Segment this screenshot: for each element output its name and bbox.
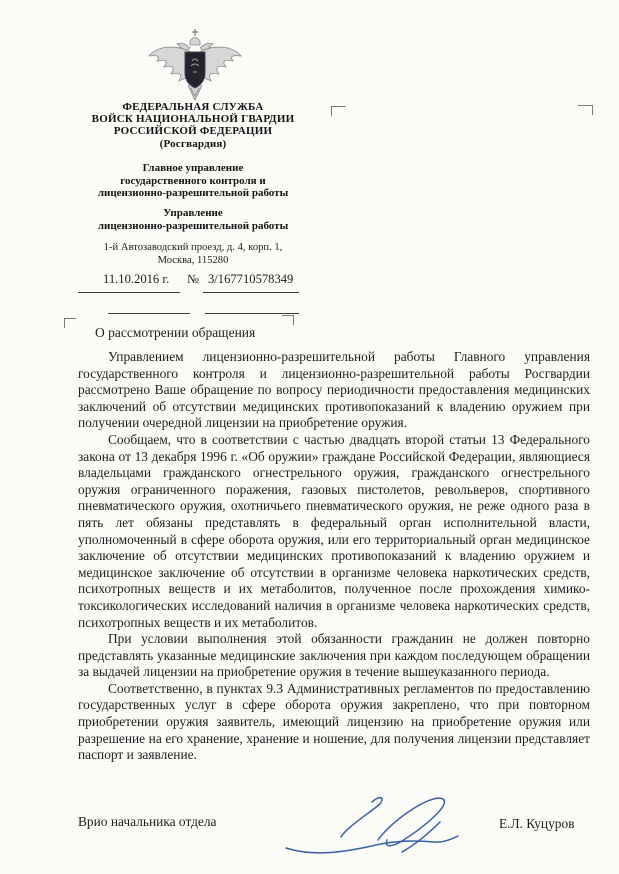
subject-zone-corner-left (64, 318, 76, 328)
body-paragraph: Управлением лицензионно-разрешительной работы Главного управления государственного контроля и лицензионно-разрешительной работы Росгвардии рассмотрено Ваше обращение по вопросу периодичности предоставления медицинских заключений об отсутствии медицинских противопоказаний к владению оружием при получении очередной лицензии на приобретение оружия. (78, 349, 590, 431)
subdepartment-name (60, 207, 326, 232)
signer-position-title: Врио начальника отдела (78, 814, 217, 829)
department-line: государственного контроля и (120, 174, 266, 187)
subdepartment-line: лицензионно-разрешительной работы (97, 219, 289, 232)
department-name (60, 162, 326, 200)
reference-date-line (108, 313, 190, 314)
body-paragraph: Соответственно, в пунктах 9.3 Административных регламентов по предоставлению государственных услуг в сфере оборота оружия закреплено, что при повторном приобретении оружия заявитель, имеющий лицензию на приобретение оружия или разрешение на его хранение, хранение и ношение, для получения лицензии представляет паспорт и заявление. (78, 680, 590, 763)
handwritten-signature (284, 790, 462, 865)
org-line: (Росгвардия) (159, 137, 227, 150)
outgoing-number: 3/167710578349 (208, 272, 294, 286)
signer-name: Е.Л. Куцуров (499, 816, 575, 831)
body-paragraph: При условии выполнения этой обязанности гражданин не должен повторно представлять указанные медицинские заключения при каждом последующем обращении за выдачей лицензии на приобретение оружия в течение вышеуказанного периода. (78, 631, 590, 680)
rosgvardia-eagle-emblem (147, 28, 243, 107)
reference-number-line (205, 313, 299, 314)
subject-zone-corner-right (282, 315, 294, 325)
signature-ink-icon (284, 790, 462, 860)
department-line: лицензионно-разрешительной работы (97, 187, 289, 200)
department-line: Главное управление (142, 162, 244, 174)
subdepartment-line: Управление (163, 207, 223, 219)
address-line: Москва, 115280 (157, 254, 229, 266)
double-headed-eagle-icon (147, 28, 243, 102)
date-underline (78, 292, 180, 293)
organization-name (60, 101, 326, 150)
letter-date: 11.10.2016 г. (103, 272, 170, 286)
org-line: РОССИЙСКОЙ ФЕДЕРАЦИИ (113, 125, 273, 138)
org-line: ФЕДЕРАЛЬНАЯ СЛУЖБА (122, 101, 264, 113)
addressee-zone-corner-left (331, 106, 346, 116)
letter-subject: О рассмотрении обращения (95, 325, 256, 340)
number-sign: № (187, 272, 200, 286)
org-line: ВОЙСК НАЦИОНАЛЬНОЙ ГВАРДИИ (91, 113, 295, 126)
letter-body (78, 349, 590, 764)
postal-address (60, 242, 326, 267)
address-line: 1-й Автозаводский проезд, д. 4, корп. 1, (103, 242, 283, 253)
body-paragraph: Сообщаем, что в соответствии с частью двадцать второй статьи 13 Федерального закона от 13 декабря 1996 г. «Об оружии» граждане Российской Федерации, являющиеся владельцами гражданского огнестрельного оружия, гражданского огнестрельного оружия ограниченного поражения, газовых пистолетов, револьверов, спортивного пневматического оружия, охотничьего пневматического оружия, не реже одного раза в пять лет обязаны представлять в федеральный орган исполнительной власти, уполномоченный в сфере оборота оружия, или его территориальный орган медицинское заключение об отсутствии медицинских противопоказаний к владению оружием и медицинское заключение об отсутствии в организме человека наркотических средств, психотропных веществ и их метаболитов, полученное после прохождения химико-токсикологических исследований наличия в организме человека наркотических средств, психотропных веществ и их метаболитов. (78, 431, 590, 630)
number-underline (203, 292, 299, 293)
addressee-zone-corner-right (578, 105, 593, 115)
